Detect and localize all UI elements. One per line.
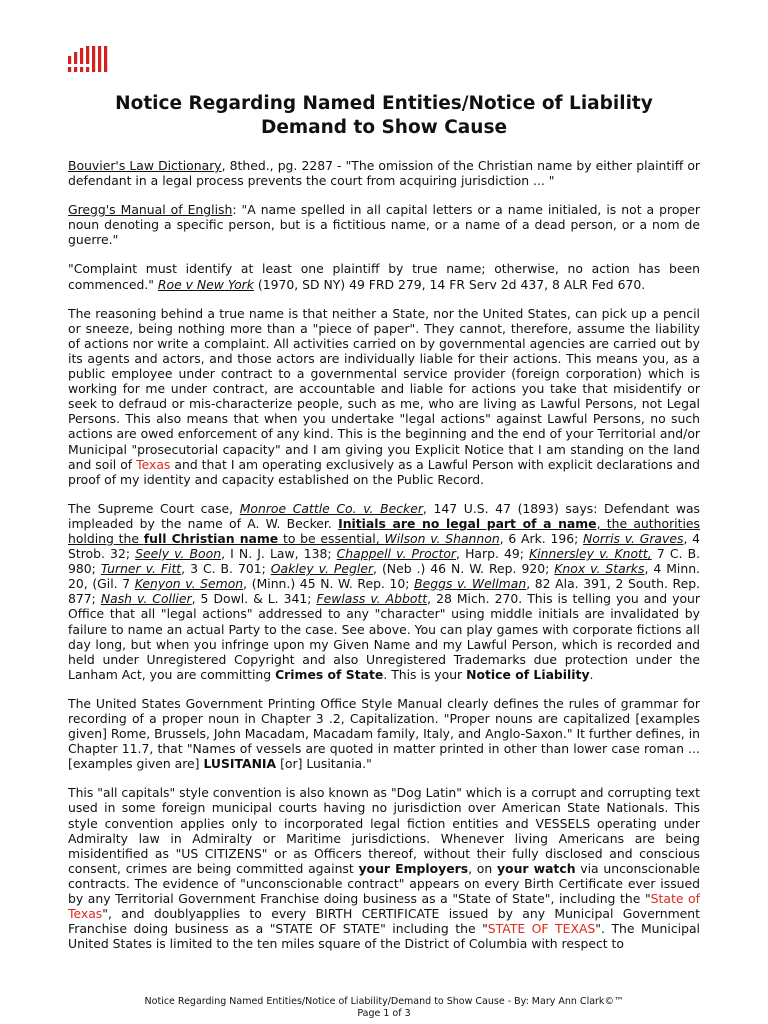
paragraph-text: to be essential, — [278, 530, 385, 546]
paragraph-dog-latin — [68, 785, 700, 951]
paragraph-reasoning — [68, 306, 700, 487]
paragraph-gregg — [68, 202, 700, 247]
paragraph-text: , 147 U.S. 47 (1893) says: Defendant was impleaded by the name of A. W. Becker. — [68, 500, 701, 531]
paragraph-text: , Harp. 49; — [456, 546, 530, 562]
source-reference: Gregg's Manual of English — [68, 202, 233, 218]
case-citation: Norris v. Graves — [583, 530, 684, 546]
emphasis-text: full Christian name — [143, 530, 279, 546]
title-line-2: Demand to Show Cause — [260, 117, 508, 138]
source-reference: Bouvier's Law Dictionary — [68, 158, 222, 173]
case-citation: Oakley v. Pegler — [270, 561, 374, 577]
emphasis-text: Notice of Liability — [466, 666, 590, 682]
paragraph-text: , 5 Dowl. & L. 341; — [191, 591, 317, 607]
emphasis-text: your watch — [496, 860, 576, 876]
paragraph-supreme-court — [68, 501, 700, 682]
paragraph-text: , 28 Mich. 270. This is telling you and your Office that all "legal actions" addressed to any "character" using middle initials are invalidated by failure to name an actual Party to the case. See above. You can play games with corporate fictions all day long, but when you infringe upon my Given Name and my Lawful Person, which is recorded and held under Unregistered Copyright and also Unregistered Trademarks due protection under the Lanham Act, you are committing — [68, 591, 700, 682]
case-citation: Seely v. Boon — [135, 546, 222, 562]
paragraph-text: , 6 Ark. 196; — [499, 530, 584, 546]
paragraph-text: (1970, SD NY) 49 FRD 279, 14 FR Serv 2d 437, 8 ALR Fed 670. — [253, 276, 646, 292]
case-citation: Kinnersley v. Knott, — [529, 546, 652, 562]
state-name-highlight: STATE OF TEXAS — [487, 921, 596, 937]
page-number: Page 1 of 3 — [357, 1008, 411, 1019]
paragraph-text: . This is your — [383, 666, 467, 682]
page-footer — [0, 996, 768, 1020]
case-citation: Beggs v. Wellman — [414, 576, 527, 592]
emphasis-text: Initials are no legal part of a name — [338, 515, 597, 531]
paragraph-text: , 82 Ala. 391, 2 South. Rep. 877; — [68, 576, 701, 607]
paragraph-text: "Complaint must identify at least one plaintiff by true name; otherwise, no action has been commenced." — [68, 261, 700, 292]
case-citation: Nash v. Collier — [100, 591, 192, 607]
logo-icon — [68, 46, 114, 72]
case-citation: Knox v. Starks — [554, 561, 645, 577]
paragraph-text: and that I am operating exclusively as a Lawful Person with explicit declarations and proof of my identity and capacity established on the Public Record. — [68, 456, 700, 487]
paragraph-text: The reasoning behind a true name is that neither a State, nor the United States, can pick up a pencil or sneeze, being nothing more than a "piece of paper". They cannot, therefore, assume the liability of actions nor write a complaint. All activities carried on by governmental agencies are carried out by its agents and actors, and those actors are individually liable for their actions. This means you, as a public employee under contract to a governmental service provider (foreign corporation) which is working for me under contract, are accountable and liable for actions you take that misidentify or seek to defraud or mis-characterize people, such as me, who are living as Lawful Persons, not Legal Persons. This also means that when you undertake "legal actions" against Lawful Persons, no such actions are owed enforcement of any kind. This is the beginning and the end of your Territorial and/or Municipal "prosecutorial capacity" and I am giving you Explicit Notice that I am standing on the land and soil of — [68, 305, 700, 472]
paragraph-bouvier — [68, 158, 700, 188]
case-citation: Fewlass v. Abbott — [316, 591, 428, 607]
paragraph-text: , (Minn.) 45 N. W. Rep. 10; — [243, 576, 415, 592]
paragraph-text: 7 C. B. 980; — [68, 546, 701, 577]
paragraph-text: , 3 C. B. 701; — [181, 561, 271, 577]
paragraph-complaint — [68, 261, 700, 291]
paragraph-text: , on — [468, 860, 497, 876]
case-citation: Roe v New York — [157, 276, 254, 292]
paragraph-text: : "A name spelled in all capital letters or a name initialed, is not a proper noun denoting a specific person, but is a fictitious name, or a name of a dead person, or a nom de guerre." — [68, 202, 700, 248]
paragraph-style-manual — [68, 696, 700, 771]
document-title — [68, 92, 700, 140]
state-name-highlight: Texas — [136, 456, 171, 472]
paragraph-text: , the authorities holding the — [68, 515, 700, 546]
paragraph-text: [or] Lusitania." — [276, 756, 372, 772]
paragraph-text: . — [589, 666, 594, 682]
case-citation: Monroe Cattle Co. v. Becker — [239, 500, 423, 516]
paragraph-text: , 4 Minn. 20, (Gil. 7 — [68, 561, 701, 592]
state-name-highlight: State of Texas — [68, 891, 700, 922]
case-citation: Chappell v. Proctor — [336, 546, 457, 562]
document-body — [68, 92, 700, 965]
emphasis-text: LUSITANIA — [203, 756, 277, 772]
paragraph-text: ". The Municipal United States is limited to the ten miles square of the District of Columbia with respect to — [68, 921, 700, 952]
emphasis-text: your Employers — [358, 860, 469, 876]
paragraph-text: , (Neb .) 46 N. W. Rep. 920; — [373, 561, 555, 577]
paragraph-text: The United States Government Printing Office Style Manual clearly defines the rules of grammar for recording of a proper noun in Chapter 3 .2, Capitalization. "Proper nouns are capitalized [examples given] Rome, Brussels, John Macadam, Macadam family, Italy, and Anglo-Saxon." It further defines, in Chapter 11.7, that "Names of vessels are quoted in matter printed in other than lower case roman ... [examples given are] — [68, 695, 700, 772]
footer-title: Notice Regarding Named Entities/Notice of Liability/Demand to Show Cause - By: Mary Ann Clark©™ — [144, 996, 624, 1007]
paragraph-text: , I N. J. Law, 138; — [221, 546, 337, 562]
paragraph-text: The Supreme Court case, — [68, 500, 240, 516]
emphasis-text: Crimes of State — [275, 666, 384, 682]
title-line-1: Notice Regarding Named Entities/Notice of Liability — [115, 93, 653, 114]
case-citation: Kenyon v. Semon — [134, 576, 244, 592]
paragraph-text: via unconscionable contracts. The evidence of "unconscionable contract" appears on every Birth Certificate ever issued by any Territorial Government Franchise doing business as a "State of State", including the " — [68, 860, 701, 907]
case-citation: Turner v. Fitt — [100, 561, 182, 577]
case-citation: Wilson v. Shannon — [384, 530, 500, 546]
paragraph-text: , 8thed., pg. 2287 - "The omission of the Christian name by either plaintiff or defendant in a legal process prevents the court from acquiring jurisdiction ... " — [68, 158, 700, 189]
paragraph-text: ", and doublyapplies to every BIRTH CERTIFICATE issued by any Municipal Government Franchise doing business as a "STATE OF STATE" including the " — [68, 906, 700, 937]
paragraph-text: This "all capitals" style convention is also known as "Dog Latin" which is a corrupt and corrupting text used in some foreign municipal courts having no jurisdiction over American State Nationals. This style convention applies only to incorporated legal fiction entities and VESSELS operating under Admiralty law in Admiralty or Maritime jurisdictions. Whenever living Americans are being misidentified as "US CITIZENS" or as Officers thereof, without their fully disclosed and conscious consent, crimes are being committed against — [68, 785, 700, 876]
paragraph-text: , 4 Strob. 32; — [68, 530, 701, 562]
